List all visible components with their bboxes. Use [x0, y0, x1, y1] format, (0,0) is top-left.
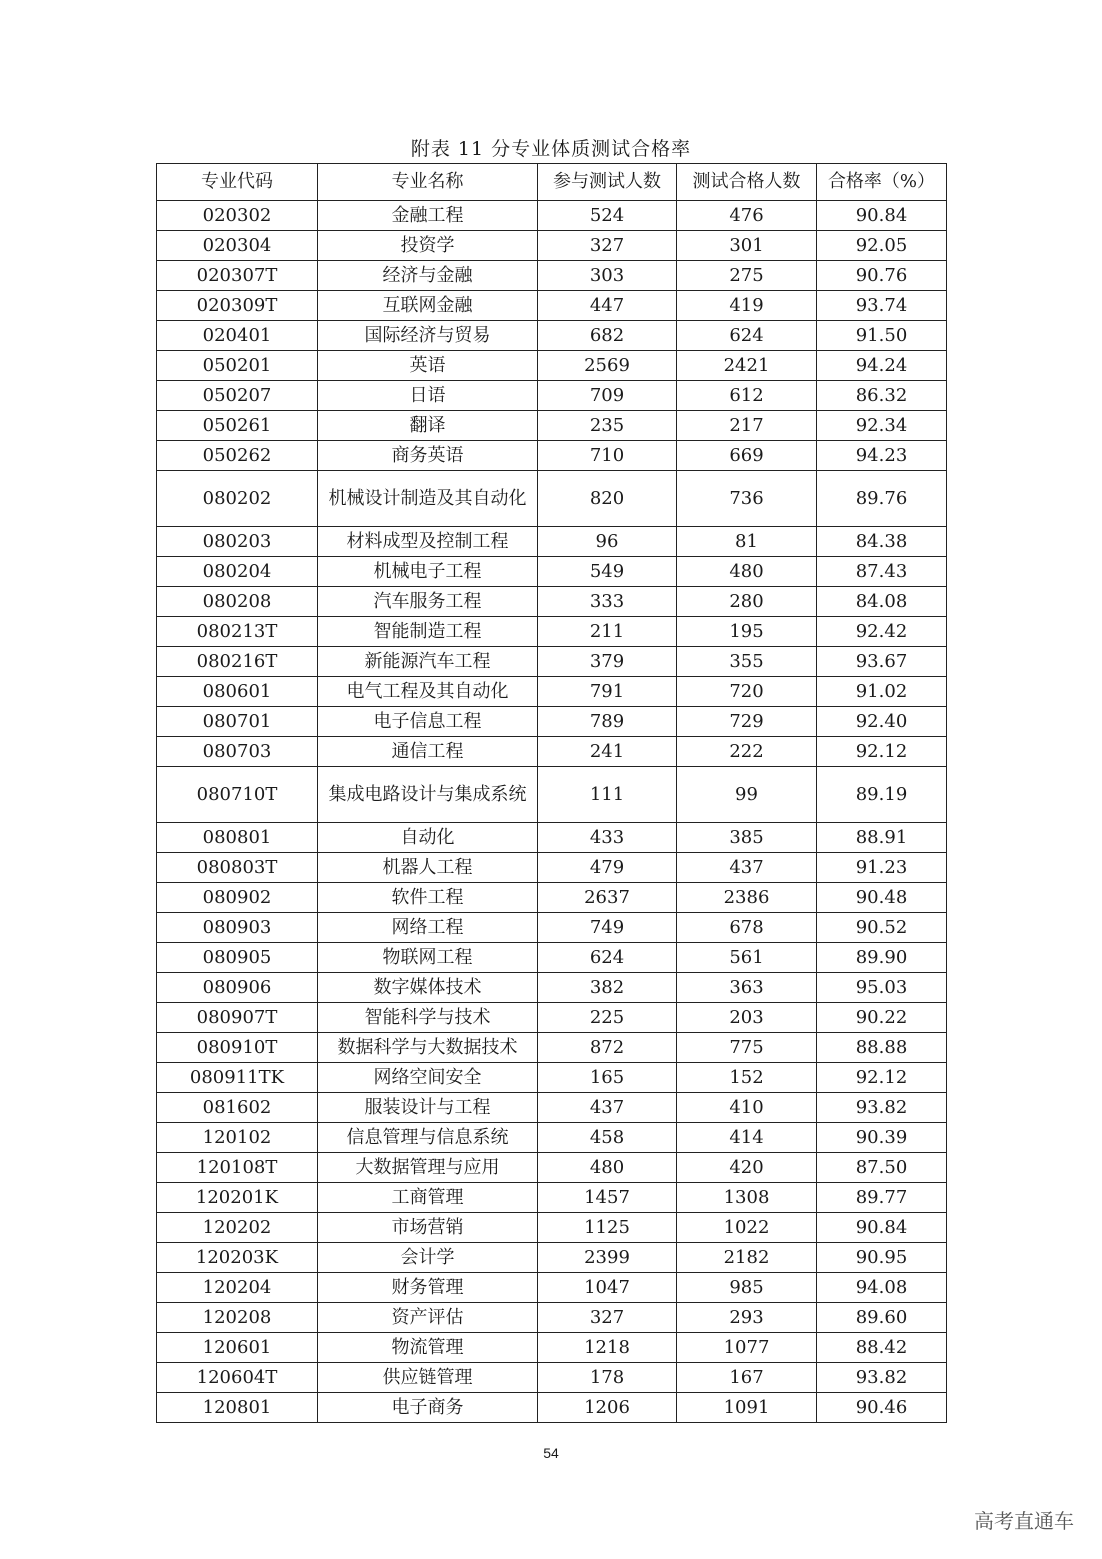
cell-tested-count: 789	[538, 707, 677, 737]
cell-major-name: 机器人工程	[318, 853, 538, 883]
cell-major-name: 机械设计制造及其自动化	[318, 471, 538, 527]
table-row	[157, 1273, 947, 1303]
table-row	[157, 617, 947, 647]
cell-major-code: 081602	[157, 1093, 318, 1123]
cell-major-name: 通信工程	[318, 737, 538, 767]
cell-pass-rate: 92.40	[817, 707, 947, 737]
cell-major-code: 080903	[157, 913, 318, 943]
cell-major-name: 智能科学与技术	[318, 1003, 538, 1033]
cell-passed-count: 1308	[677, 1183, 817, 1213]
cell-pass-rate: 90.39	[817, 1123, 947, 1153]
cell-major-name: 自动化	[318, 823, 538, 853]
cell-major-code: 080703	[157, 737, 318, 767]
cell-major-name: 信息管理与信息系统	[318, 1123, 538, 1153]
cell-pass-rate: 88.91	[817, 823, 947, 853]
table-row	[157, 1123, 947, 1153]
cell-passed-count: 419	[677, 291, 817, 321]
table-row	[157, 557, 947, 587]
cell-passed-count: 775	[677, 1033, 817, 1063]
table-row	[157, 1213, 947, 1243]
cell-major-name: 软件工程	[318, 883, 538, 913]
header-major-code: 专业代码	[157, 164, 318, 201]
cell-tested-count: 178	[538, 1363, 677, 1393]
cell-pass-rate: 90.48	[817, 883, 947, 913]
cell-major-code: 120201K	[157, 1183, 318, 1213]
cell-pass-rate: 90.76	[817, 261, 947, 291]
cell-passed-count: 222	[677, 737, 817, 767]
cell-major-name: 新能源汽车工程	[318, 647, 538, 677]
cell-tested-count: 303	[538, 261, 677, 291]
table-row	[157, 411, 947, 441]
table-row	[157, 1153, 947, 1183]
table-row	[157, 883, 947, 913]
cell-tested-count: 820	[538, 471, 677, 527]
cell-pass-rate: 90.52	[817, 913, 947, 943]
cell-tested-count: 872	[538, 1033, 677, 1063]
cell-tested-count: 211	[538, 617, 677, 647]
cell-major-name: 汽车服务工程	[318, 587, 538, 617]
table-row	[157, 647, 947, 677]
cell-major-code: 050262	[157, 441, 318, 471]
cell-tested-count: 2569	[538, 351, 677, 381]
cell-major-name: 市场营销	[318, 1213, 538, 1243]
cell-tested-count: 1206	[538, 1393, 677, 1423]
cell-major-code: 080208	[157, 587, 318, 617]
table-row	[157, 381, 947, 411]
cell-pass-rate: 95.03	[817, 973, 947, 1003]
cell-major-name: 投资学	[318, 231, 538, 261]
header-row	[157, 164, 947, 201]
cell-tested-count: 235	[538, 411, 677, 441]
cell-tested-count: 241	[538, 737, 677, 767]
cell-passed-count: 1077	[677, 1333, 817, 1363]
cell-pass-rate: 86.32	[817, 381, 947, 411]
table-row	[157, 823, 947, 853]
cell-passed-count: 152	[677, 1063, 817, 1093]
table-row	[157, 1243, 947, 1273]
table-row	[157, 1333, 947, 1363]
table-row	[157, 1063, 947, 1093]
cell-major-name: 集成电路设计与集成系统	[318, 767, 538, 823]
cell-pass-rate: 93.67	[817, 647, 947, 677]
cell-major-code: 080701	[157, 707, 318, 737]
cell-passed-count: 480	[677, 557, 817, 587]
cell-passed-count: 414	[677, 1123, 817, 1153]
cell-major-code: 080216T	[157, 647, 318, 677]
cell-pass-rate: 88.42	[817, 1333, 947, 1363]
header-tested-count: 参与测试人数	[538, 164, 677, 201]
cell-passed-count: 612	[677, 381, 817, 411]
cell-tested-count: 2399	[538, 1243, 677, 1273]
cell-pass-rate: 87.50	[817, 1153, 947, 1183]
cell-major-name: 物联网工程	[318, 943, 538, 973]
cell-major-code: 080905	[157, 943, 318, 973]
cell-pass-rate: 92.12	[817, 1063, 947, 1093]
cell-major-code: 020309T	[157, 291, 318, 321]
cell-major-name: 财务管理	[318, 1273, 538, 1303]
cell-pass-rate: 91.02	[817, 677, 947, 707]
cell-major-code: 120202	[157, 1213, 318, 1243]
cell-pass-rate: 89.60	[817, 1303, 947, 1333]
cell-pass-rate: 84.38	[817, 527, 947, 557]
cell-pass-rate: 93.82	[817, 1093, 947, 1123]
cell-passed-count: 720	[677, 677, 817, 707]
cell-pass-rate: 92.12	[817, 737, 947, 767]
cell-major-name: 日语	[318, 381, 538, 411]
cell-pass-rate: 90.84	[817, 1213, 947, 1243]
cell-tested-count: 1047	[538, 1273, 677, 1303]
cell-major-code: 080202	[157, 471, 318, 527]
cell-passed-count: 355	[677, 647, 817, 677]
cell-passed-count: 736	[677, 471, 817, 527]
cell-tested-count: 447	[538, 291, 677, 321]
cell-pass-rate: 90.22	[817, 1003, 947, 1033]
table-row	[157, 1303, 947, 1333]
cell-pass-rate: 90.84	[817, 201, 947, 231]
table-row	[157, 767, 947, 823]
cell-major-code: 080910T	[157, 1033, 318, 1063]
cell-major-name: 数字媒体技术	[318, 973, 538, 1003]
cell-tested-count: 480	[538, 1153, 677, 1183]
cell-major-code: 120601	[157, 1333, 318, 1363]
table-row	[157, 737, 947, 767]
cell-major-name: 机械电子工程	[318, 557, 538, 587]
cell-tested-count: 111	[538, 767, 677, 823]
cell-pass-rate: 94.24	[817, 351, 947, 381]
cell-tested-count: 327	[538, 1303, 677, 1333]
table-row	[157, 321, 947, 351]
cell-pass-rate: 93.82	[817, 1363, 947, 1393]
table-row	[157, 291, 947, 321]
cell-tested-count: 96	[538, 527, 677, 557]
cell-major-code: 120204	[157, 1273, 318, 1303]
table-row	[157, 1003, 947, 1033]
cell-pass-rate: 88.88	[817, 1033, 947, 1063]
cell-major-name: 供应链管理	[318, 1363, 538, 1393]
cell-major-code: 080601	[157, 677, 318, 707]
cell-major-name: 电气工程及其自动化	[318, 677, 538, 707]
cell-passed-count: 81	[677, 527, 817, 557]
cell-passed-count: 476	[677, 201, 817, 231]
table-row	[157, 587, 947, 617]
cell-major-name: 材料成型及控制工程	[318, 527, 538, 557]
cell-passed-count: 217	[677, 411, 817, 441]
cell-tested-count: 458	[538, 1123, 677, 1153]
cell-passed-count: 985	[677, 1273, 817, 1303]
cell-passed-count: 1022	[677, 1213, 817, 1243]
cell-major-code: 020302	[157, 201, 318, 231]
cell-major-name: 会计学	[318, 1243, 538, 1273]
cell-tested-count: 1218	[538, 1333, 677, 1363]
cell-major-code: 120108T	[157, 1153, 318, 1183]
cell-pass-rate: 92.34	[817, 411, 947, 441]
table-row	[157, 201, 947, 231]
cell-major-code: 080906	[157, 973, 318, 1003]
cell-major-name: 翻译	[318, 411, 538, 441]
cell-passed-count: 203	[677, 1003, 817, 1033]
cell-major-code: 020304	[157, 231, 318, 261]
cell-passed-count: 301	[677, 231, 817, 261]
cell-major-code: 020401	[157, 321, 318, 351]
table-row	[157, 471, 947, 527]
cell-major-code: 020307T	[157, 261, 318, 291]
cell-major-name: 网络工程	[318, 913, 538, 943]
cell-pass-rate: 89.90	[817, 943, 947, 973]
cell-pass-rate: 89.19	[817, 767, 947, 823]
cell-passed-count: 420	[677, 1153, 817, 1183]
cell-pass-rate: 94.23	[817, 441, 947, 471]
cell-tested-count: 1457	[538, 1183, 677, 1213]
cell-passed-count: 195	[677, 617, 817, 647]
cell-tested-count: 333	[538, 587, 677, 617]
cell-major-name: 大数据管理与应用	[318, 1153, 538, 1183]
cell-pass-rate: 89.77	[817, 1183, 947, 1213]
cell-passed-count: 2386	[677, 883, 817, 913]
cell-tested-count: 549	[538, 557, 677, 587]
cell-major-code: 120604T	[157, 1363, 318, 1393]
cell-tested-count: 749	[538, 913, 677, 943]
cell-major-code: 080204	[157, 557, 318, 587]
cell-major-code: 050201	[157, 351, 318, 381]
cell-major-name: 商务英语	[318, 441, 538, 471]
table-row	[157, 973, 947, 1003]
table-row	[157, 1093, 947, 1123]
cell-tested-count: 327	[538, 231, 677, 261]
cell-tested-count: 682	[538, 321, 677, 351]
cell-tested-count: 1125	[538, 1213, 677, 1243]
table-row	[157, 441, 947, 471]
table-row	[157, 231, 947, 261]
cell-passed-count: 167	[677, 1363, 817, 1393]
cell-pass-rate: 92.05	[817, 231, 947, 261]
cell-passed-count: 669	[677, 441, 817, 471]
cell-major-name: 电子信息工程	[318, 707, 538, 737]
cell-major-code: 050207	[157, 381, 318, 411]
cell-passed-count: 2182	[677, 1243, 817, 1273]
cell-major-code: 080803T	[157, 853, 318, 883]
table-row	[157, 351, 947, 381]
cell-passed-count: 293	[677, 1303, 817, 1333]
cell-major-code: 050261	[157, 411, 318, 441]
cell-major-name: 电子商务	[318, 1393, 538, 1423]
cell-major-name: 金融工程	[318, 201, 538, 231]
cell-major-name: 互联网金融	[318, 291, 538, 321]
cell-major-code: 120203K	[157, 1243, 318, 1273]
cell-tested-count: 709	[538, 381, 677, 411]
cell-tested-count: 433	[538, 823, 677, 853]
watermark-text: 高考直通车	[974, 1509, 1074, 1533]
cell-pass-rate: 89.76	[817, 471, 947, 527]
cell-major-name: 物流管理	[318, 1333, 538, 1363]
cell-major-code: 080902	[157, 883, 318, 913]
cell-tested-count: 479	[538, 853, 677, 883]
cell-major-name: 资产评估	[318, 1303, 538, 1333]
table-row	[157, 1033, 947, 1063]
cell-passed-count: 561	[677, 943, 817, 973]
cell-major-name: 工商管理	[318, 1183, 538, 1213]
cell-tested-count: 379	[538, 647, 677, 677]
cell-major-code: 120801	[157, 1393, 318, 1423]
cell-passed-count: 437	[677, 853, 817, 883]
cell-pass-rate: 94.08	[817, 1273, 947, 1303]
table-row	[157, 943, 947, 973]
table-row	[157, 1393, 947, 1423]
cell-tested-count: 165	[538, 1063, 677, 1093]
cell-passed-count: 385	[677, 823, 817, 853]
page-number: 54	[543, 1445, 559, 1461]
cell-pass-rate: 90.95	[817, 1243, 947, 1273]
cell-major-code: 080213T	[157, 617, 318, 647]
table-title: 附表 11 分专业体质测试合格率	[410, 138, 692, 160]
cell-passed-count: 99	[677, 767, 817, 823]
table-row	[157, 707, 947, 737]
cell-passed-count: 2421	[677, 351, 817, 381]
table-row	[157, 1183, 947, 1213]
cell-pass-rate: 84.08	[817, 587, 947, 617]
cell-major-code: 080203	[157, 527, 318, 557]
cell-tested-count: 382	[538, 973, 677, 1003]
cell-tested-count: 791	[538, 677, 677, 707]
cell-pass-rate: 91.23	[817, 853, 947, 883]
cell-major-code: 120102	[157, 1123, 318, 1153]
cell-passed-count: 280	[677, 587, 817, 617]
table-row	[157, 1363, 947, 1393]
cell-passed-count: 624	[677, 321, 817, 351]
cell-major-name: 经济与金融	[318, 261, 538, 291]
cell-major-name: 服装设计与工程	[318, 1093, 538, 1123]
cell-pass-rate: 87.43	[817, 557, 947, 587]
table-row	[157, 853, 947, 883]
cell-major-name: 数据科学与大数据技术	[318, 1033, 538, 1063]
cell-major-name: 英语	[318, 351, 538, 381]
table-row	[157, 261, 947, 291]
cell-passed-count: 275	[677, 261, 817, 291]
cell-pass-rate: 93.74	[817, 291, 947, 321]
cell-major-name: 智能制造工程	[318, 617, 538, 647]
cell-passed-count: 410	[677, 1093, 817, 1123]
header-major-name: 专业名称	[318, 164, 538, 201]
cell-major-code: 080911TK	[157, 1063, 318, 1093]
cell-tested-count: 2637	[538, 883, 677, 913]
header-pass-rate: 合格率（%）	[817, 164, 947, 201]
header-passed-count: 测试合格人数	[677, 164, 817, 201]
cell-passed-count: 678	[677, 913, 817, 943]
cell-passed-count: 363	[677, 973, 817, 1003]
table-row	[157, 677, 947, 707]
table-row	[157, 527, 947, 557]
pass-rate-table	[156, 163, 947, 1423]
cell-tested-count: 710	[538, 441, 677, 471]
cell-tested-count: 225	[538, 1003, 677, 1033]
cell-major-code: 080801	[157, 823, 318, 853]
table-row	[157, 913, 947, 943]
cell-passed-count: 1091	[677, 1393, 817, 1423]
cell-major-code: 080710T	[157, 767, 318, 823]
cell-pass-rate: 90.46	[817, 1393, 947, 1423]
cell-major-code: 120208	[157, 1303, 318, 1333]
cell-tested-count: 437	[538, 1093, 677, 1123]
cell-major-code: 080907T	[157, 1003, 318, 1033]
cell-major-name: 国际经济与贸易	[318, 321, 538, 351]
cell-tested-count: 524	[538, 201, 677, 231]
cell-pass-rate: 91.50	[817, 321, 947, 351]
cell-tested-count: 624	[538, 943, 677, 973]
cell-major-name: 网络空间安全	[318, 1063, 538, 1093]
cell-passed-count: 729	[677, 707, 817, 737]
cell-pass-rate: 92.42	[817, 617, 947, 647]
